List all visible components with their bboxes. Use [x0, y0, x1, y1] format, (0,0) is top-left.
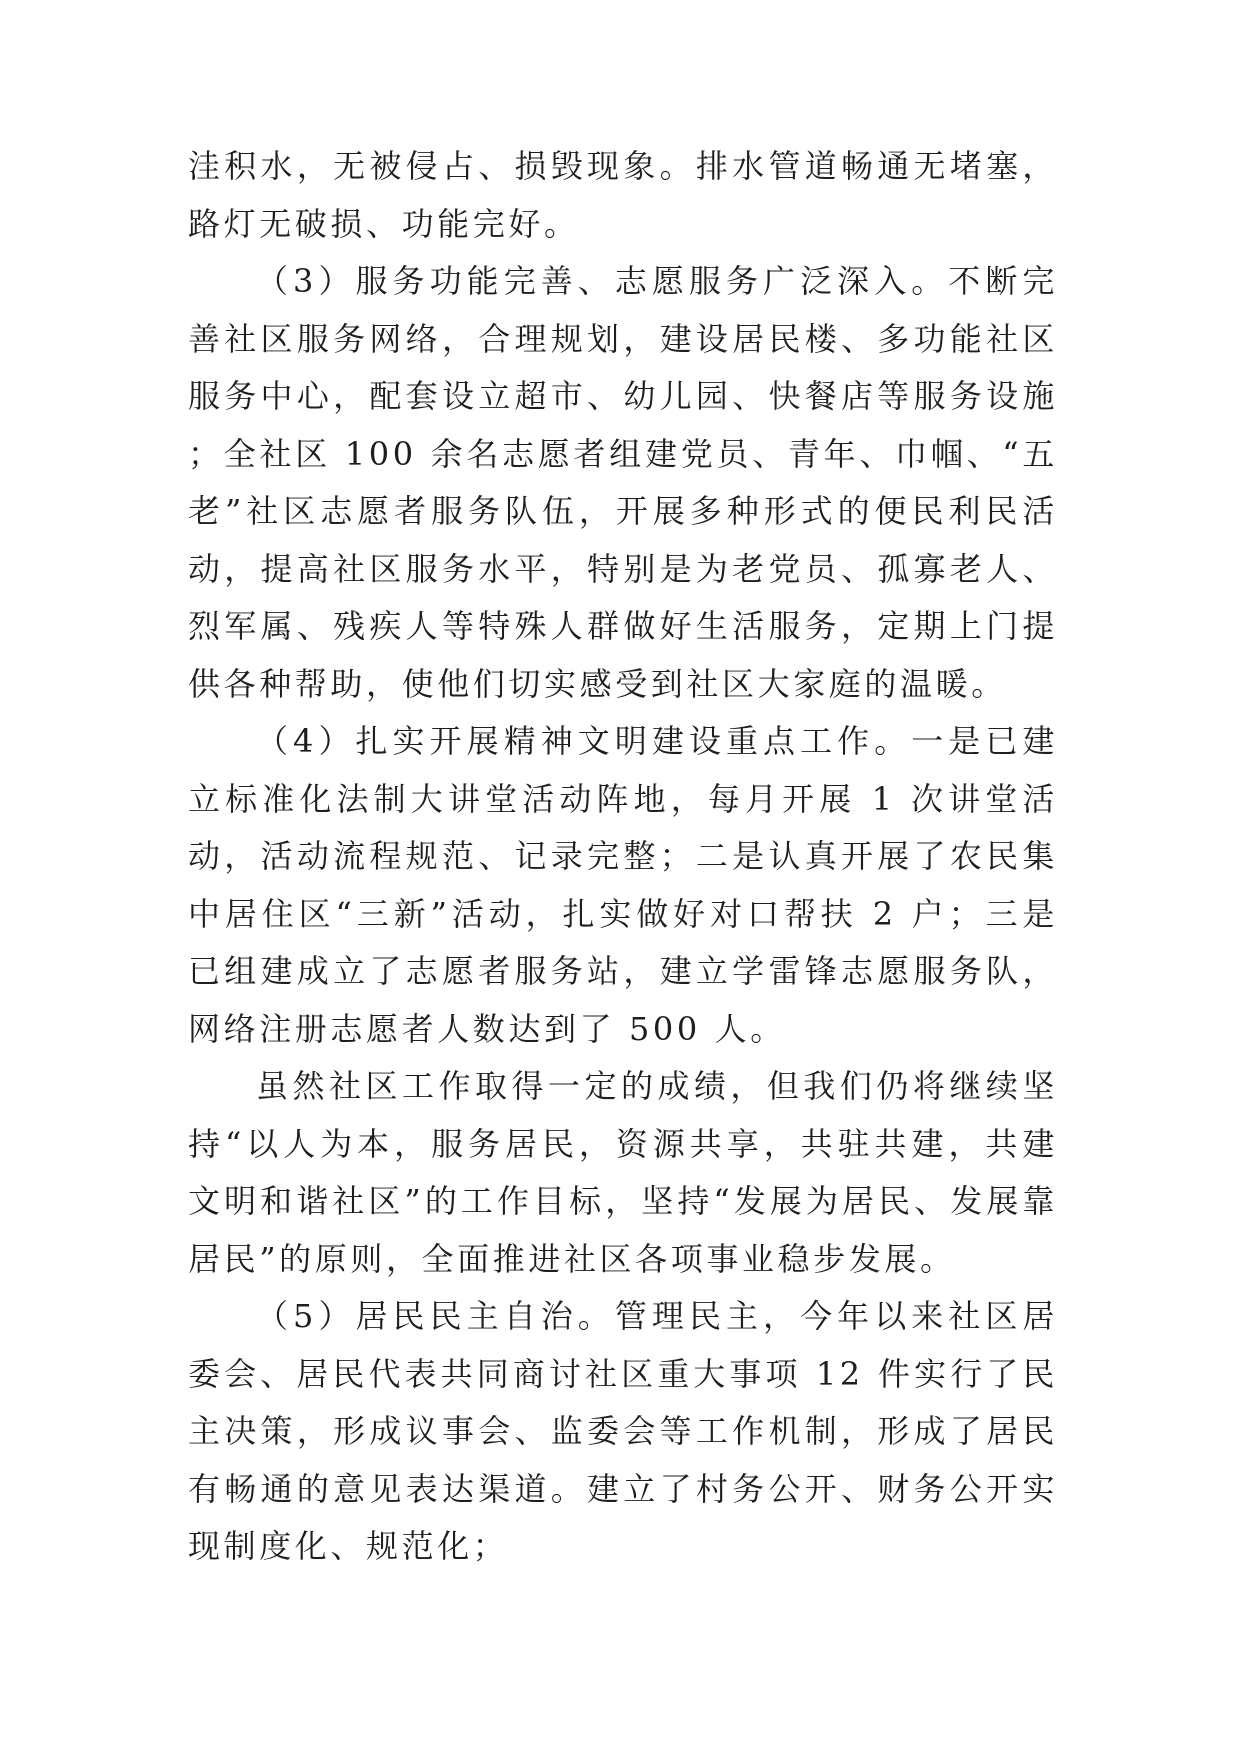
paragraph-summary: 虽然社区工作取得一定的成绩，但我们仍将继续坚持“以人为本，服务居民，资源共享，共驻共建，共建文明和谐社区”的工作目标，坚持“发展为居民、发展靠居民”的原则，全面推进社区各项事业稳步发展。: [188, 1067, 1058, 1278]
paragraph-self-governance: （5）居民民主自治。管理民主，今年以来社区居委会、居民代表共同商讨社区重大事项 12 件实行了民主决策，形成议事会、监委会等工作机制，形成了居民有畅通的意见表达渠道。建立了村务公开、财务公开实现制度化、规范化；: [188, 1297, 1058, 1565]
paragraph-service-functions: （3）服务功能完善、志愿服务广泛深入。不断完善社区服务网络，合理规划，建设居民楼、多功能社区服务中心，配套设立超市、幼儿园、快餐店等服务设施；全社区 100 余名志愿者组建党员、青年、巾帼、“五老”社区志愿者服务队伍，开展多种形式的便民利民活动，提高社区服务水平，特别是为老党员、孤寡老人、烈军属、残疾人等特殊人群做好生活服务，定期上门提供各种帮助，使他们切实感受到社区大家庭的温暖。: [188, 262, 1058, 703]
paragraph-spiritual-civilization: （4）扎实开展精神文明建设重点工作。一是已建立标准化法制大讲堂活动阵地，每月开展 1 次讲堂活动，活动流程规范、记录完整；二是认真开展了农民集中居住区“三新”活动，扎实做好对口帮扶 2 户；三是已组建成立了志愿者服务站，建立学雷锋志愿服务队，网络注册志愿者人数达到了 500 人。: [188, 722, 1058, 1048]
paragraph-continuation: 洼积水，无被侵占、损毁现象。排水管道畅通无堵塞，路灯无破损、功能完好。: [188, 147, 1058, 243]
document-body: [188, 138, 1058, 1576]
